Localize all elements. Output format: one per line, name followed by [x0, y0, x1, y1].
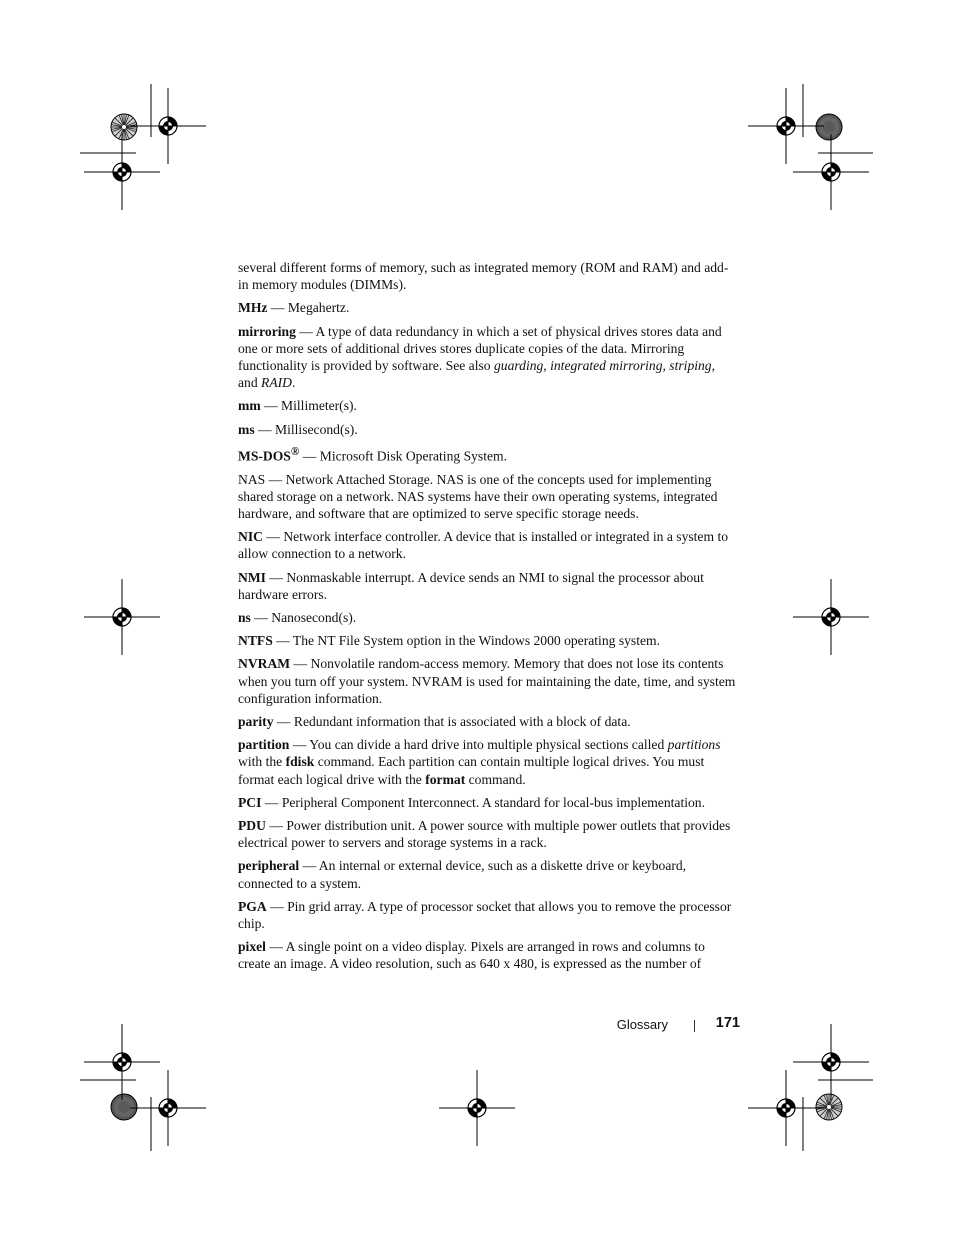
color-wheel-icon: [816, 114, 842, 140]
glossary-entry-ntfs: [238, 632, 738, 649]
section-name: Glossary: [616, 1017, 668, 1032]
glossary-term: mm: [238, 398, 261, 414]
cross-reference: guarding, integrated mirroring, striping,: [493, 358, 716, 374]
glossary-entry-mhz: [238, 299, 738, 316]
color-wheel-icon: [111, 114, 137, 140]
color-wheel-icon: [816, 1094, 842, 1120]
registration-mark-icon: [439, 1070, 515, 1146]
glossary-definition: — Megahertz.: [267, 300, 350, 316]
glossary-entry-pixel: [238, 938, 738, 972]
glossary-entry-ns: [238, 609, 738, 626]
glossary-term: PCI: [238, 794, 262, 810]
glossary-entry-ms: [238, 421, 738, 438]
emphasis: partitions: [667, 737, 721, 753]
glossary-definition: — Millimeter(s).: [260, 398, 357, 414]
glossary-definition: — You can divide a hard drive into multiple physical sections called: [289, 737, 668, 753]
glossary-definition: — A single point on a video display. Pixels are arranged in rows and columns to create an image. A video resolution, such as 640 x 480, is expressed as the number of: [238, 939, 705, 972]
registered-mark: ®: [290, 445, 300, 458]
glossary-term: pixel: [238, 939, 266, 955]
glossary-entry-parity: [238, 713, 738, 730]
registration-mark-icon: [84, 134, 160, 210]
registration-mark-icon: [84, 1024, 160, 1100]
registration-mark-icon: [793, 1024, 869, 1100]
glossary-term: peripheral: [238, 858, 300, 874]
color-wheel-icon: [111, 1094, 137, 1120]
registration-mark-icon: [130, 1070, 206, 1146]
command-name: fdisk: [285, 754, 315, 770]
glossary-entry-peripheral: [238, 857, 738, 891]
glossary-definition: — Millisecond(s).: [254, 421, 358, 437]
glossary-definition: — Network interface controller. A device that is installed or integrated in a system to allow connection to a network.: [238, 529, 729, 562]
glossary-term: NTFS: [238, 633, 273, 649]
command-name: format: [425, 771, 466, 787]
page-number: 171: [715, 1015, 740, 1031]
glossary-definition: — Peripheral Component Interconnect. A standard for local-bus implementation.: [261, 794, 705, 810]
glossary-entry-nvram: [238, 655, 738, 707]
glossary-definition: — Microsoft Disk Operating System.: [299, 448, 508, 464]
glossary-entry-nas: [238, 471, 738, 523]
glossary-term: PDU: [238, 818, 266, 834]
glossary-term: NMI: [238, 569, 266, 585]
registration-mark-icon: [748, 88, 824, 164]
glossary-content: [238, 259, 738, 979]
glossary-definition: NAS — Network Attached Storage. NAS is one of the concepts used for implementing shared storage on a network. NAS systems have their own operating systems, integrated hardware, and software that are optimized to serve specific storage needs.: [238, 471, 718, 521]
glossary-definition: — Pin grid array. A type of processor socket that allows you to remove the processor chip.: [238, 898, 732, 932]
glossary-entry-pdu: [238, 817, 738, 851]
glossary-term: partition: [238, 737, 290, 753]
glossary-term: NIC: [238, 529, 263, 545]
glossary-term: MHz: [238, 300, 268, 316]
glossary-term: parity: [238, 714, 274, 729]
glossary-definition: — Power distribution unit. A power source with multiple power outlets that provides electrical power to servers and storage systems in a rack.: [238, 818, 731, 851]
glossary-definition: — An internal or external device, such as a diskette drive or keyboard, connected to a system.: [238, 858, 687, 891]
glossary-definition: — Nanosecond(s).: [250, 609, 357, 625]
glossary-entry-pci: [238, 794, 738, 811]
glossary-term: NVRAM: [238, 656, 291, 672]
glossary-definition: — The NT File System option in the Windows 2000 operating system.: [272, 633, 660, 649]
glossary-definition: — Nonmaskable interrupt. A device sends an NMI to signal the processor about hardware errors.: [238, 569, 704, 602]
glossary-entry-partition: partition — You can divide a hard drive into multiple physical sections called partitions with the fdisk command. Each partition can contain multiple logical drives. You must format each logical drive with the format command.: [238, 737, 721, 787]
glossary-entry-nmi: [238, 569, 738, 603]
registration-mark-icon: [130, 88, 206, 164]
footer-divider: [694, 1020, 695, 1032]
glossary-entry-pga: [238, 898, 738, 932]
glossary-term: mirroring: [238, 323, 296, 339]
glossary-definition: — Nonvolatile random-access memory. Memory that does not lose its contents when you turn off your system. NVRAM is used for maintaining the date, time, and system configuration information.: [238, 656, 736, 706]
glossary-term: ns: [238, 609, 251, 625]
glossary-term: ms: [238, 421, 255, 437]
registration-mark-icon: [793, 134, 869, 210]
glossary-definition: — Redundant information that is associated with a block of data.: [273, 714, 631, 729]
glossary-entry-ms-dos: [238, 444, 738, 465]
glossary-entry-mirroring: mirroring — A type of data redundancy in which a set of physical drives stores data and one or more sets of additional drives stores duplicate copies of the data. Mirroring functionality is provided by software. See also guarding, integrated mirroring, striping, and RAID.: [238, 323, 722, 391]
glossary-definition: — A type of data redundancy in which a set of physical drives stores data and one or more sets of additional drives stores duplicate copies of the data. Mirroring functionality is provided by software. See also: [238, 323, 722, 374]
page-footer: [560, 1014, 740, 1036]
glossary-entry-nic: [238, 528, 738, 562]
glossary-term: PGA: [238, 898, 267, 914]
cross-reference: RAID: [261, 375, 292, 391]
glossary-entry-continuation: several different forms of memory, such as integrated memory (ROM and RAM) and add-in memory modules (DIMMs).: [238, 260, 729, 293]
registration-mark-icon: [84, 579, 160, 655]
glossary-entry-mm: [238, 397, 738, 414]
registration-mark-icon: [748, 1070, 824, 1146]
glossary-term: MS-DOS: [238, 448, 291, 464]
registration-mark-icon: [793, 579, 869, 655]
